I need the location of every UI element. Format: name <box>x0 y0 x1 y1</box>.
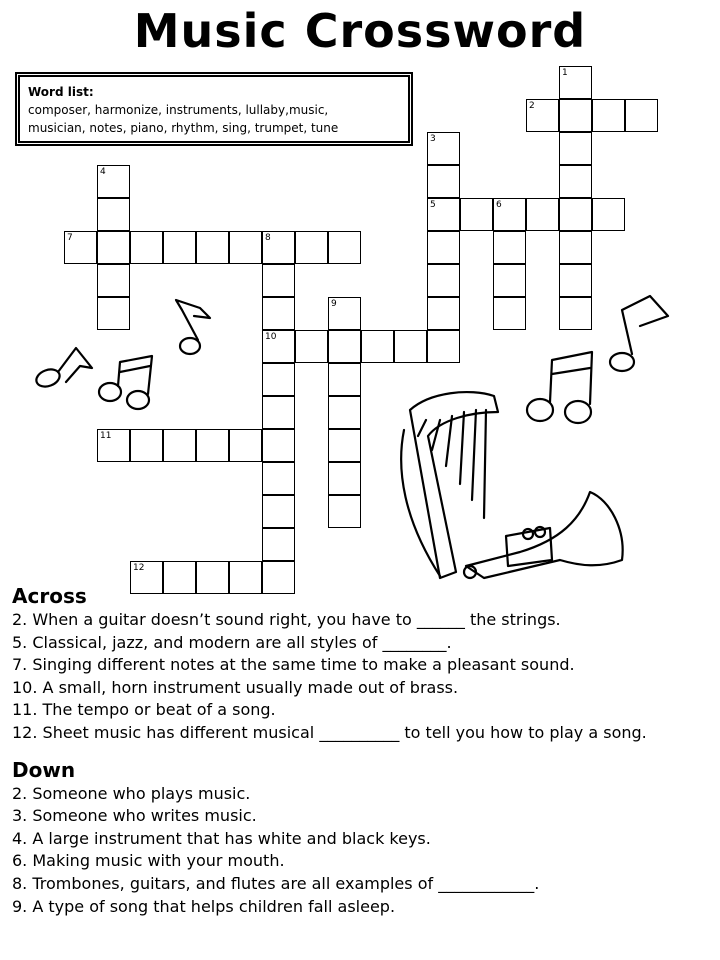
word-list-heading: Word list: <box>28 85 94 99</box>
across-clue-10: 10. A small, horn instrument usually made out of brass. <box>12 677 459 697</box>
across-clue-2: 2. When a guitar doesn’t sound right, you have to ______ the strings. <box>12 610 561 629</box>
trumpet-icon <box>464 492 623 578</box>
down-clue-4: 4. A large instrument that has white and black keys. <box>12 828 431 848</box>
eighth-note-icon <box>610 296 668 371</box>
clue-number: 4 <box>100 167 106 177</box>
clue-number: 10 <box>265 332 277 342</box>
across-clue-12: 12. Sheet music has different musical __________ to tell you how to play a song. <box>12 722 647 742</box>
down-clue-2: 2. Someone who plays music. <box>12 783 251 803</box>
down-clue-3: 3. Someone who writes music. <box>12 806 257 826</box>
page-title: Music Crossword <box>133 4 587 58</box>
clue-number: 1 <box>562 68 568 78</box>
word-list-line-1: composer, harmonize, instruments, lullaby,music, <box>28 103 329 117</box>
down-clue-9: 9. A type of song that helps children fall asleep. <box>12 896 396 916</box>
beamed-notes-icon <box>99 356 152 409</box>
down-heading: Down <box>12 757 76 782</box>
clue-number: 8 <box>265 233 271 243</box>
across-clue-7: 7. Singing different notes at the same time to make a pleasant sound. <box>12 655 575 675</box>
down-clue-6: 6. Making music with your mouth. <box>12 851 285 871</box>
down-clue-8: 8. Trombones, guitars, and flutes are all examples of ____________. <box>12 873 540 893</box>
clue-number: 9 <box>331 299 337 309</box>
eighth-note-icon <box>34 348 92 390</box>
clues-section <box>12 583 712 918</box>
clue-number: 3 <box>430 134 436 144</box>
clue-number: 5 <box>430 200 436 210</box>
across-clue-5: 5. Classical, jazz, and modern are all styles of ________. <box>12 632 452 652</box>
harp-icon <box>401 392 498 578</box>
word-list-line-2: musician, notes, piano, rhythm, sing, trumpet, tune <box>28 121 339 135</box>
across-heading: Across <box>12 584 87 608</box>
clue-number: 12 <box>133 563 145 573</box>
clue-number: 6 <box>496 200 502 210</box>
beamed-notes-icon <box>527 352 592 423</box>
clue-number: 7 <box>67 233 73 243</box>
eighth-note-icon <box>176 300 210 354</box>
clue-number: 2 <box>529 101 535 111</box>
clue-number: 11 <box>100 431 112 441</box>
across-clue-11: 11. The tempo or beat of a song. <box>12 700 276 720</box>
